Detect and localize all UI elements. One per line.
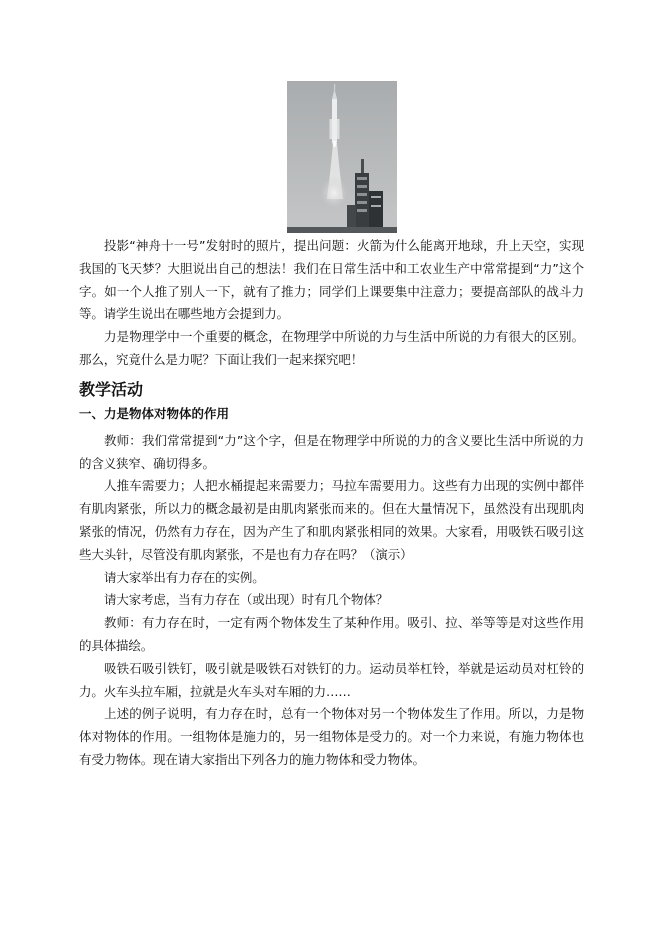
body-paragraph-6: 吸铁石吸引铁钉，吸引就是吸铁石对铁钉的力。运动员举杠铃，举就是运动员对杠铃的力。火车头拉车厢，拉就是火车头对车厢的力……	[79, 660, 584, 699]
section-heading: 教学活动	[79, 379, 144, 399]
document-body	[79, 235, 584, 772]
body-paragraph-1: 教师：我们常常提到“力”这个字，但是在物理学中所说的力的含义要比生活中所说的力的含义狭窄、确切得多。	[79, 432, 584, 471]
intro-paragraph-1: 投影“神舟十一号”发射时的照片，提出问题：火箭为什么能离开地球，升上天空，实现我国的飞天梦？大胆说出自己的想法！我们在日常生活中和工农业生产中常常提到“力”这个字。如一个人推了别人一下，就有了推力；同学们上课要集中注意力；要提高部队的战斗力等。请学生说出在哪些地方会提到力。	[79, 238, 584, 322]
body-paragraph-3: 请大家举出有力存在的实例。	[104, 569, 265, 585]
subsection-heading: 一、力是物体对物体的作用	[79, 405, 230, 421]
rocket-launch-photo	[287, 81, 397, 233]
body-paragraph-4: 请大家考虑，当有力存在（或出现）时有几个物体？	[104, 592, 389, 608]
body-paragraph-7: 上述的例子说明，有力存在时，总有一个物体对另一个物体发生了作用。所以，力是物体对物体的作用。一组物体是施力的，另一组物体是受力的。对一个力来说，有施力物体也有受力物体。现在请大家指出下列各力的施力物体和受力物体。	[79, 706, 584, 767]
body-paragraph-5: 教师：有力存在时，一定有两个物体发生了某种作用。吸引、拉、举等等是对这些作用的具体描绘。	[79, 615, 584, 653]
intro-paragraph-2: 力是物理学中一个重要的概念，在物理学中所说的力与生活中所说的力有很大的区别。那么，究竟什么是力呢？下面让我们一起来探究吧！	[79, 329, 584, 367]
body-paragraph-2: 人推车需要力；人把水桶提起来需要力；马拉车需要用力。这些有力出现的实例中都伴有肌肉紧张，所以力的概念最初是由肌肉紧张而来的。但在大量情况下，虽然没有出现肌肉紧张的情况，仍然有力存在，因为产生了和肌肉紧张相同的效果。大家看，用吸铁石吸引这些大头针，尽管没有肌肉紧张，不是也有力存在吗？（演示）	[79, 478, 584, 562]
